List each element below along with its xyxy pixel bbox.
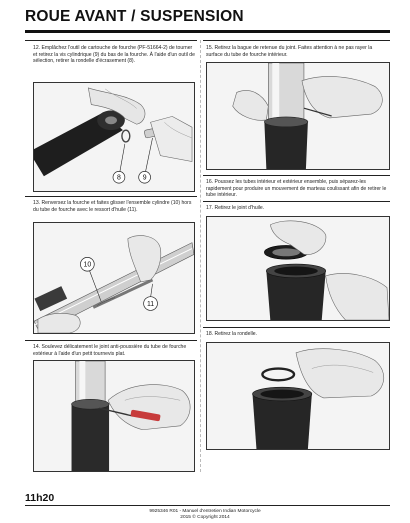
step-14-text: 14. Soulevez délicatement le joint anti-poussière du tube de fourche extérieur à l'aide d'un petit tournevis plat. <box>33 344 187 357</box>
footer-rule <box>25 505 390 506</box>
step-rule-14 <box>25 340 197 341</box>
step-17-text: 17. Retirez le joint d'huile. <box>206 205 265 211</box>
callout-10: 10 <box>83 261 92 269</box>
step-rule-18 <box>203 327 390 328</box>
step-13-text: 13. Renversez la fourche et faites glisser l'ensemble cylindre (10) hors du tube de fourche avec le ressort d'huile (11). <box>33 200 192 213</box>
figure-step-15 <box>206 62 390 170</box>
step-rule-16 <box>203 175 390 176</box>
column-separator <box>200 40 201 472</box>
figure-step-12 <box>33 82 195 192</box>
step-16-text: 16. Poussez les tubes intérieur et extérieur ensemble, puis séparez-les rapidement pour produire un mouvement de marteau coulissant afin de retirer le tube intérieur. <box>206 179 387 199</box>
step-12-text: 12. Emplâchez l'outil de cartouche de fourche (PF-51664-2) de tourner et retirez la vis cylindrique (9) du bas de la fourche. À l'aide d'un outil de sélection, retirer la rondelle d'écrasement (8). <box>33 45 195 65</box>
step-rule-13 <box>25 196 197 197</box>
step-rule-12 <box>25 40 197 41</box>
footer-manual-title: 9925346 R01 - Manuel d'entretien Indian Motorcycle <box>149 509 261 514</box>
page-number: 11h20 <box>25 492 55 504</box>
footer-copyright: 2015 © Copyright 2014 <box>180 515 230 520</box>
figure-step-18 <box>206 342 390 450</box>
step-18-text: 18. Retirez la rondelle. <box>206 331 257 337</box>
header-rule <box>25 30 390 33</box>
figure-step-17 <box>206 216 390 321</box>
callout-9: 9 <box>142 174 147 182</box>
page-title: ROUE AVANT / SUSPENSION <box>25 8 244 25</box>
figure-step-14 <box>33 360 195 472</box>
callout-8: 8 <box>117 174 121 182</box>
figure-step-13 <box>33 222 195 334</box>
step-rule-17 <box>203 201 390 202</box>
callout-11: 11 <box>146 301 155 308</box>
step-15-text: 15. Retirez la bague de retenue du joint. Faites attention à ne pas rayer la surface du tube de fourche intérieur. <box>206 45 373 58</box>
step-rule-15 <box>203 40 390 41</box>
